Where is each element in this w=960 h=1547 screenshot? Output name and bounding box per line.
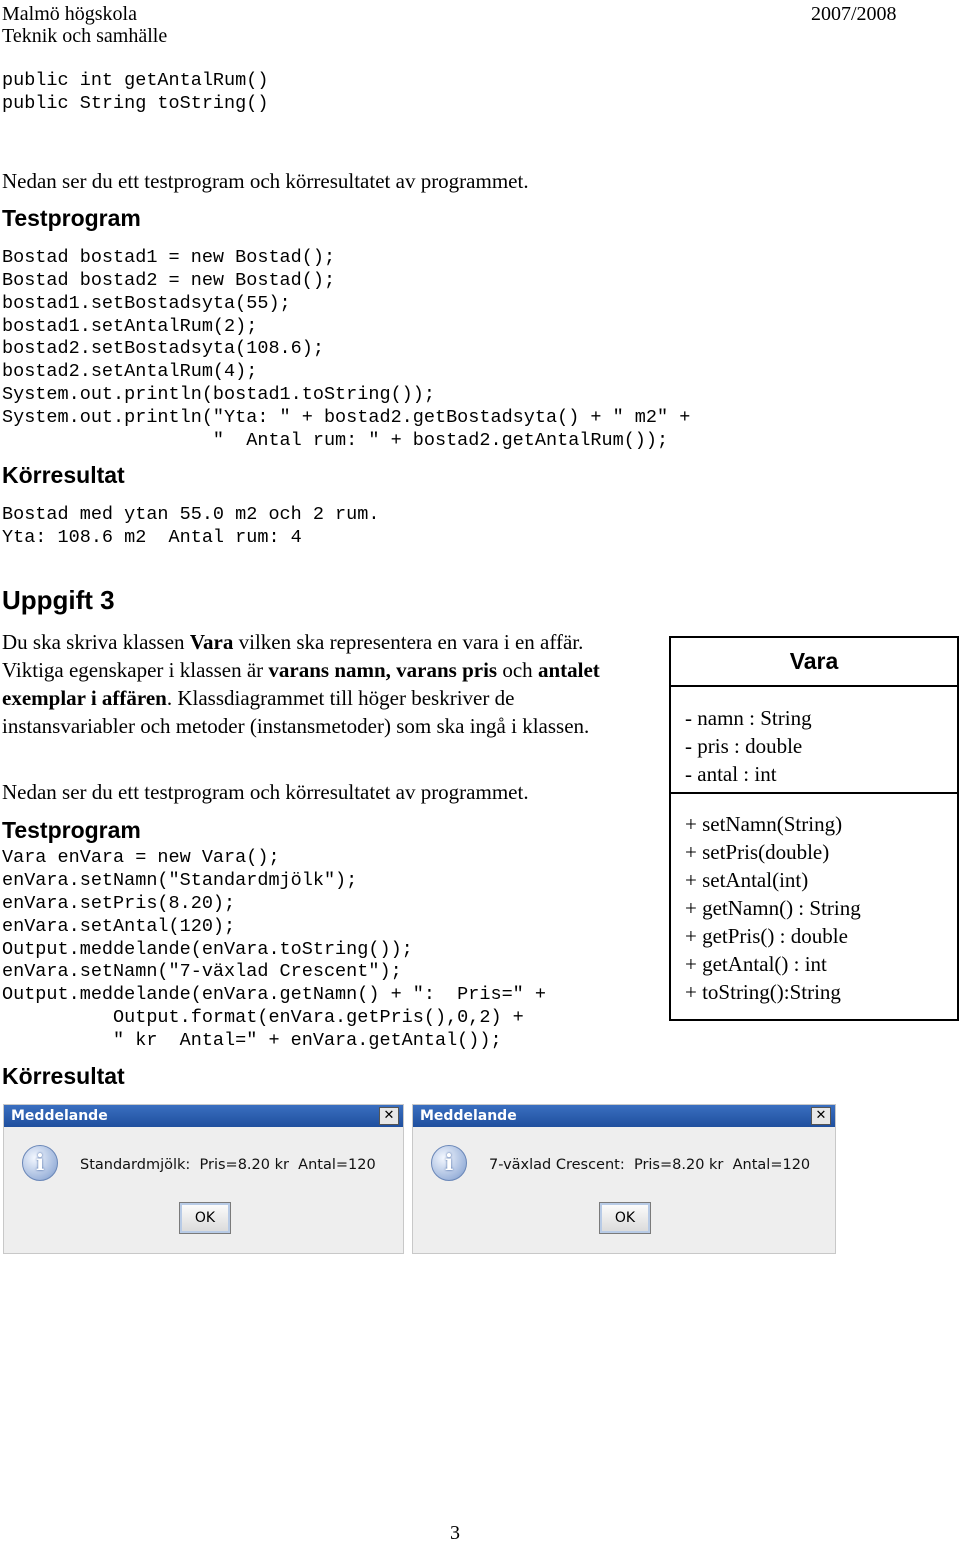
info-icon: i: [22, 1145, 58, 1181]
ok-button[interactable]: OK: [179, 1202, 231, 1234]
dialog-message: Standardmjölk: Pris=8.20 kr Antal=120: [80, 1157, 376, 1173]
message-dialog: [412, 1104, 836, 1254]
attribute: - antal : int: [685, 762, 777, 786]
page-number: 3: [450, 1522, 460, 1544]
section-title: Uppgift 3: [2, 585, 115, 615]
code-line: enVara.setNamn("Standardmjölk");: [2, 870, 358, 891]
code-line: bostad2.setBostadsyta(108.6);: [2, 338, 324, 359]
korresultat-heading: Körresultat: [2, 1063, 125, 1089]
message-dialog: [3, 1104, 404, 1254]
header-year: 2007/2008: [811, 3, 897, 25]
dialog-titlebar[interactable]: [413, 1105, 835, 1127]
attribute: - namn : String: [685, 706, 812, 730]
code-line: Bostad bostad2 = new Bostad();: [2, 270, 336, 291]
class-diagram: [669, 636, 959, 1021]
code-line: Output.format(enVara.getPris(),0,2) +: [2, 1007, 524, 1028]
task-description: Du ska skriva klassen Vara vilken ska representera en vara i en affär. Viktiga egenskaper i klassen är varans namn, varans pris och antalet exemplar i affären. Klassdiagrammet till höger beskriver de instansvariabler och metoder (instansmetoder) som ska ingå i klassen.: [2, 630, 600, 738]
ok-button[interactable]: OK: [599, 1202, 651, 1234]
attribute: - pris : double: [685, 734, 803, 758]
dialog-message: 7-växlad Crescent: Pris=8.20 kr Antal=120: [489, 1157, 811, 1173]
code-line: enVara.setNamn("7-växlad Crescent");: [2, 961, 402, 982]
intro-text: Nedan ser du ett testprogram och körresultatet av programmet.: [2, 780, 529, 804]
info-icon: i: [431, 1145, 467, 1181]
code-line: " kr Antal=" + enVara.getAntal());: [2, 1030, 502, 1051]
method: + getAntal() : int: [685, 952, 827, 976]
dialog-title: Meddelande: [420, 1108, 517, 1124]
method: + setNamn(String): [685, 812, 843, 836]
code-line: public int getAntalRum(): [2, 70, 269, 91]
korresultat-heading: Körresultat: [2, 462, 125, 488]
code-line: System.out.println("Yta: " + bostad2.getBostadsyta() + " m2" +: [2, 407, 691, 428]
dialog-titlebar[interactable]: [4, 1105, 403, 1127]
header-school: Malmö högskola: [2, 3, 137, 25]
code-line: Vara enVara = new Vara();: [2, 847, 280, 868]
code-line: public String toString(): [2, 93, 269, 114]
class-attributes: [671, 687, 957, 794]
code-line: " Antal rum: " + bostad2.getAntalRum());: [2, 430, 669, 451]
class-name: Vara: [671, 638, 957, 687]
code-line: enVara.setAntal(120);: [2, 916, 236, 937]
code-line: enVara.setPris(8.20);: [2, 893, 236, 914]
class-methods: [671, 794, 957, 1006]
code-line: Bostad bostad1 = new Bostad();: [2, 247, 336, 268]
code-line: Output.meddelande(enVara.getNamn() + ": Pris=" +: [2, 984, 546, 1005]
method: + setAntal(int): [685, 868, 809, 892]
method: + setPris(double): [685, 840, 830, 864]
code-line: bostad1.setBostadsyta(55);: [2, 293, 291, 314]
method: + getPris() : double: [685, 924, 848, 948]
header-department: Teknik och samhälle: [2, 25, 168, 47]
close-button[interactable]: ✕: [379, 1107, 399, 1125]
result-line: Bostad med ytan 55.0 m2 och 2 rum.: [2, 504, 380, 525]
method: + toString():String: [685, 980, 841, 1004]
code-line: Output.meddelande(enVara.toString());: [2, 939, 413, 960]
method: + getNamn() : String: [685, 896, 861, 920]
close-button[interactable]: ✕: [811, 1107, 831, 1125]
dialog-title: Meddelande: [11, 1108, 108, 1124]
testprogram-heading: Testprogram: [2, 817, 141, 843]
intro-text: Nedan ser du ett testprogram och körresultatet av programmet.: [2, 169, 529, 193]
code-line: bostad1.setAntalRum(2);: [2, 316, 258, 337]
code-line: bostad2.setAntalRum(4);: [2, 361, 258, 382]
testprogram-heading: Testprogram: [2, 205, 141, 231]
result-line: Yta: 108.6 m2 Antal rum: 4: [2, 527, 302, 548]
code-line: System.out.println(bostad1.toString());: [2, 384, 435, 405]
